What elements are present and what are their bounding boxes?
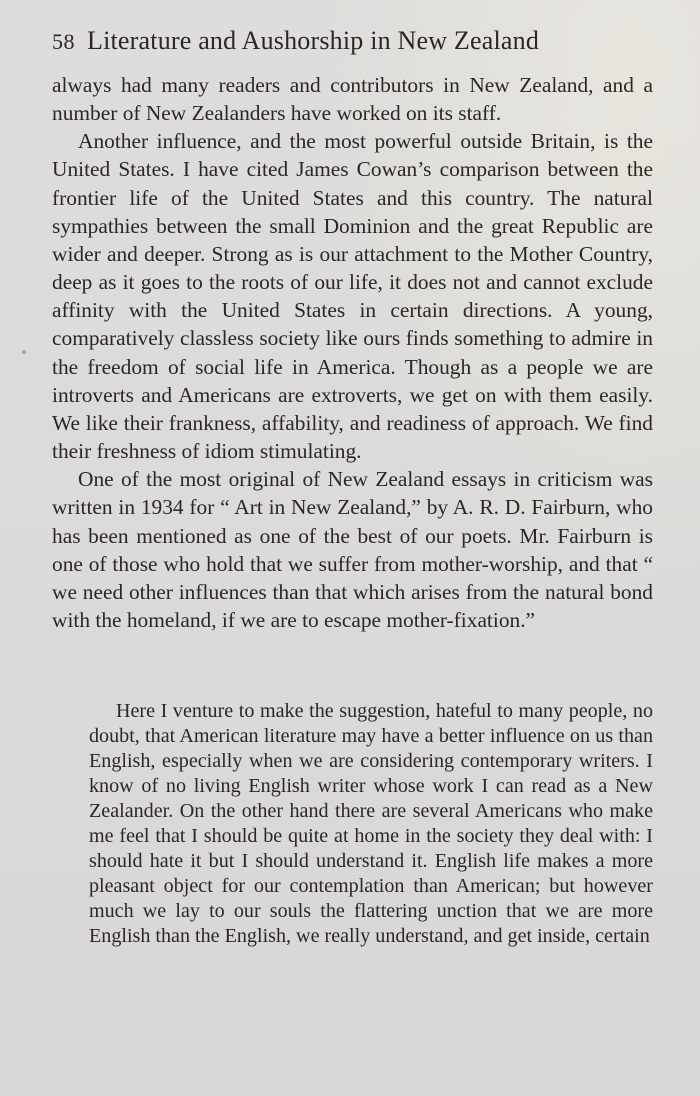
body-text [52,71,653,634]
block-quotation: Here I venture to make the suggestion, hateful to many people, no doubt, that American literature may have a better influence on us than English, especially when we are considering contemporary writers. I know of no living English writer whose work I can read as a New Zealander. On the other hand there are several Americans who make me feel that I should be quite at home in the society they deal with: I should hate it but I should understand it. English life makes a more pleasant object for our contemplation than American; but however much we lay to our souls the flattering unction that we are more English than the English, we really understand, and get inside, certain [89,700,653,947]
running-head [52,26,652,62]
running-title: Literature and Aushorship in New Zealand [87,26,540,55]
paper-speck [22,350,26,354]
paragraph-continued: always had many readers and contributors in New Zealand, and a number of New Zealanders have worked on its staff. [52,73,653,126]
paragraph-fairburn-essay: One of the most original of New Zealand essays in criticism was written in 1934 for “ Art in New Zealand,” by A. R. D. Fairburn, who has been mentioned as one of the best of our poets. Mr. Fairburn is one of those who hold that we suffer from mother-worship, and that “ we need other influences than that which arises from the natural bond with the homeland, if we are to escape mother-fixation.” [52,467,653,632]
paragraph-united-states-influence: Another influence, and the most powerful outside Britain, is the United States. I have cited James Cowan’s comparison between the frontier life of the United States and this country. The natural sympathies between the small Dominion and the great Republic are wider and deeper. Strong as is our attachment to the Mother Country, deep as it goes to the roots of our life, it does not and cannot exclude affinity with the United States in certain directions. A young, comparatively classless society like ours finds something to admire in the freedom of social life in America. Though as a people we are introverts and Americans are extroverts, we get on with them easily. We like their frankness, affability, and readiness of approach. We find their freshness of idiom stimulating. [52,129,653,464]
page-number: 58 [52,29,75,54]
